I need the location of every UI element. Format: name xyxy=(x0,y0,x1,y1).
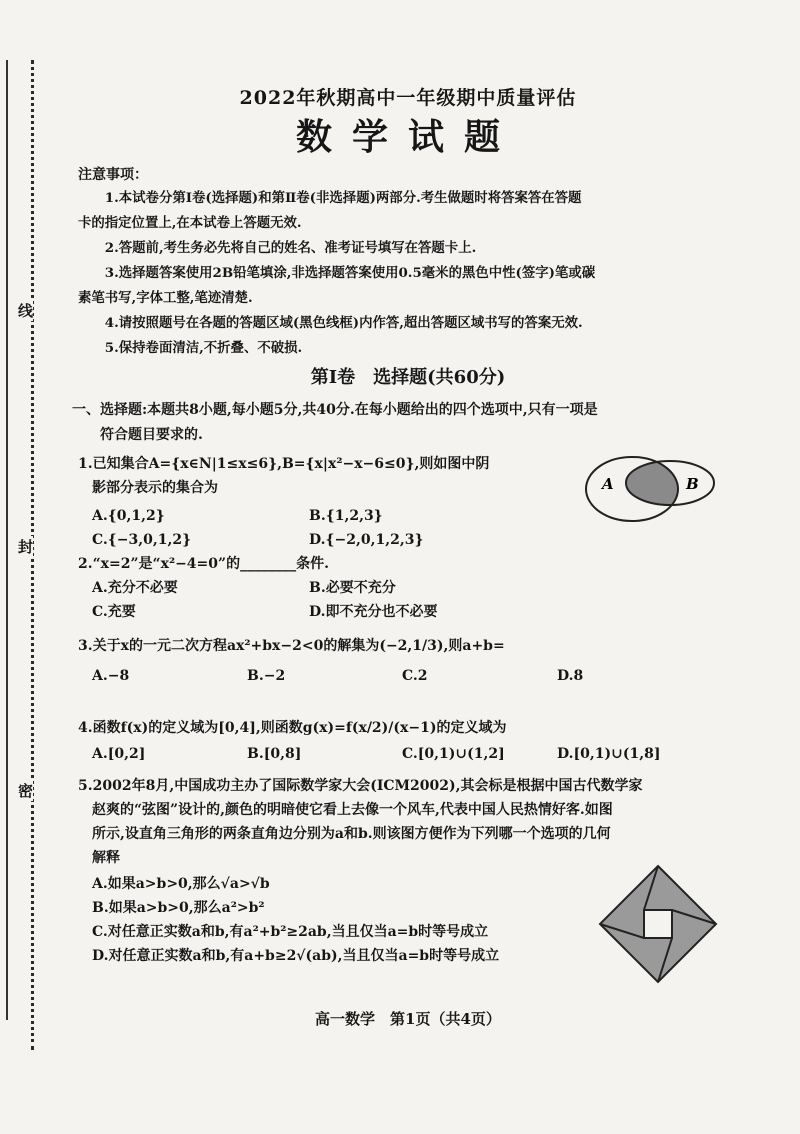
binding-char-xian: 线 xyxy=(18,302,34,320)
question-5-line3: 所示,设直角三角形的两条直角边分别为a和b.则该图方便作为下列哪一个选项的几何 xyxy=(92,826,611,842)
question-1-line1: 1.已知集合A={x∈N|1≤x≤6},B={x|x²−x−6≤0},则如图中阴 xyxy=(78,456,490,472)
note-line: 5.保持卷面清洁,不折叠、不破损. xyxy=(104,340,303,356)
question-5-stem xyxy=(78,774,738,870)
option-b: B.{1,2,3} xyxy=(309,508,383,524)
question-5-line2: 赵爽的“弦图”设计的,颜色的明暗使它看上去像一个风车,代表中国人民热情好客.如图 xyxy=(92,802,613,818)
option-b: B.[0,8] xyxy=(247,746,302,762)
option-d: D.对任意正实数a和b,有a+b≥2√(ab),当且仅当a=b时等号成立 xyxy=(92,948,500,964)
binding-solid-line xyxy=(6,60,8,1020)
question-4-options xyxy=(78,742,738,766)
note-line: 卡的指定位置上,在本试卷上答题无效. xyxy=(78,215,302,231)
option-a: A.充分不必要 xyxy=(92,580,178,596)
exam-title: 2022年秋期高中一年级期中质量评估 xyxy=(239,87,577,109)
option-b: B.如果a>b>0,那么a²>b² xyxy=(92,900,265,916)
note-line: 2.答题前,考生务必先将自己的姓名、准考证号填写在答题卡上. xyxy=(104,240,477,256)
option-d: D.即不充分也不必要 xyxy=(309,604,438,620)
option-b: B.必要不充分 xyxy=(309,580,396,596)
note-line: 素笔书写,字体工整,笔迹清楚. xyxy=(78,290,253,306)
option-c: C.{−3,0,1,2} xyxy=(92,532,192,548)
question-2 xyxy=(78,552,738,624)
string-diagram xyxy=(596,862,720,986)
note-line: 1.本试卷分第Ⅰ卷(选择题)和第Ⅱ卷(非选择题)两部分.考生做题时将答案答在答题 xyxy=(104,190,582,206)
venn-label-a: A xyxy=(602,475,614,493)
option-d: D.8 xyxy=(557,668,584,684)
question-5-line4: 解释 xyxy=(92,850,120,866)
part-intro xyxy=(72,398,742,448)
question-3 xyxy=(78,634,738,688)
notes-block xyxy=(78,165,738,361)
option-c: C.充要 xyxy=(92,604,136,620)
question-3-stem: 3.关于x的一元二次方程ax²+bx−2<0的解集为(−2,1/3),则a+b= xyxy=(78,638,505,654)
part-intro-line2: 符合题目要求的. xyxy=(100,427,203,443)
question-3-options xyxy=(78,664,738,688)
question-4-stem: 4.函数f(x)的定义域为[0,4],则函数g(x)=f(x/2)/(x−1)的定义域为 xyxy=(78,720,507,736)
option-a: A.{0,1,2} xyxy=(92,508,165,524)
option-b: B.−2 xyxy=(247,668,286,684)
section-heading: 第Ⅰ卷 选择题(共60分) xyxy=(310,367,506,388)
note-line: 3.选择题答案使用2B铅笔填涂,非选择题答案使用0.5毫米的黑色中性(签字)笔或碳 xyxy=(104,265,596,281)
question-1-line2: 影部分表示的集合为 xyxy=(92,480,218,496)
part-intro-line1: 一、选择题:本题共8小题,每小题5分,共40分.在每小题给出的四个选项中,只有一项是 xyxy=(72,402,598,418)
question-2-options xyxy=(78,576,738,624)
venn-diagram xyxy=(582,453,722,525)
venn-label-b: B xyxy=(686,475,699,493)
option-a: A.[0,2] xyxy=(92,746,146,762)
inner-square xyxy=(644,910,672,938)
option-c: C.对任意正实数a和b,有a²+b²≥2ab,当且仅当a=b时等号成立 xyxy=(92,924,489,940)
option-d: D.{−2,0,1,2,3} xyxy=(309,532,424,548)
page-footer: 高一数学 第1页（共4页） xyxy=(315,1010,501,1028)
option-a: A.如果a>b>0,那么√a>√b xyxy=(92,876,270,892)
question-5-line1: 5.2002年8月,中国成功主办了国际数学家大会(ICM2002),其会标是根据中国古代数学家 xyxy=(78,778,643,794)
option-d: D.[0,1)∪(1,8] xyxy=(557,746,661,762)
note-line: 4.请按照题号在各题的答题区域(黑色线框)内作答,超出答题区域书写的答案无效. xyxy=(104,315,583,331)
notes-title: 注意事项： xyxy=(78,167,148,183)
subject-title: 数学试题 xyxy=(295,116,520,158)
option-a: A.−8 xyxy=(92,668,130,684)
option-c: C.2 xyxy=(402,668,428,684)
question-4 xyxy=(78,716,738,766)
option-c: C.[0,1)∪(1,2] xyxy=(402,746,505,762)
binding-char-mi: 密 xyxy=(18,782,34,800)
binding-char-feng: 封 xyxy=(18,538,34,556)
question-2-stem: 2.“x=2”是“x²−4=0”的________条件. xyxy=(78,556,329,572)
